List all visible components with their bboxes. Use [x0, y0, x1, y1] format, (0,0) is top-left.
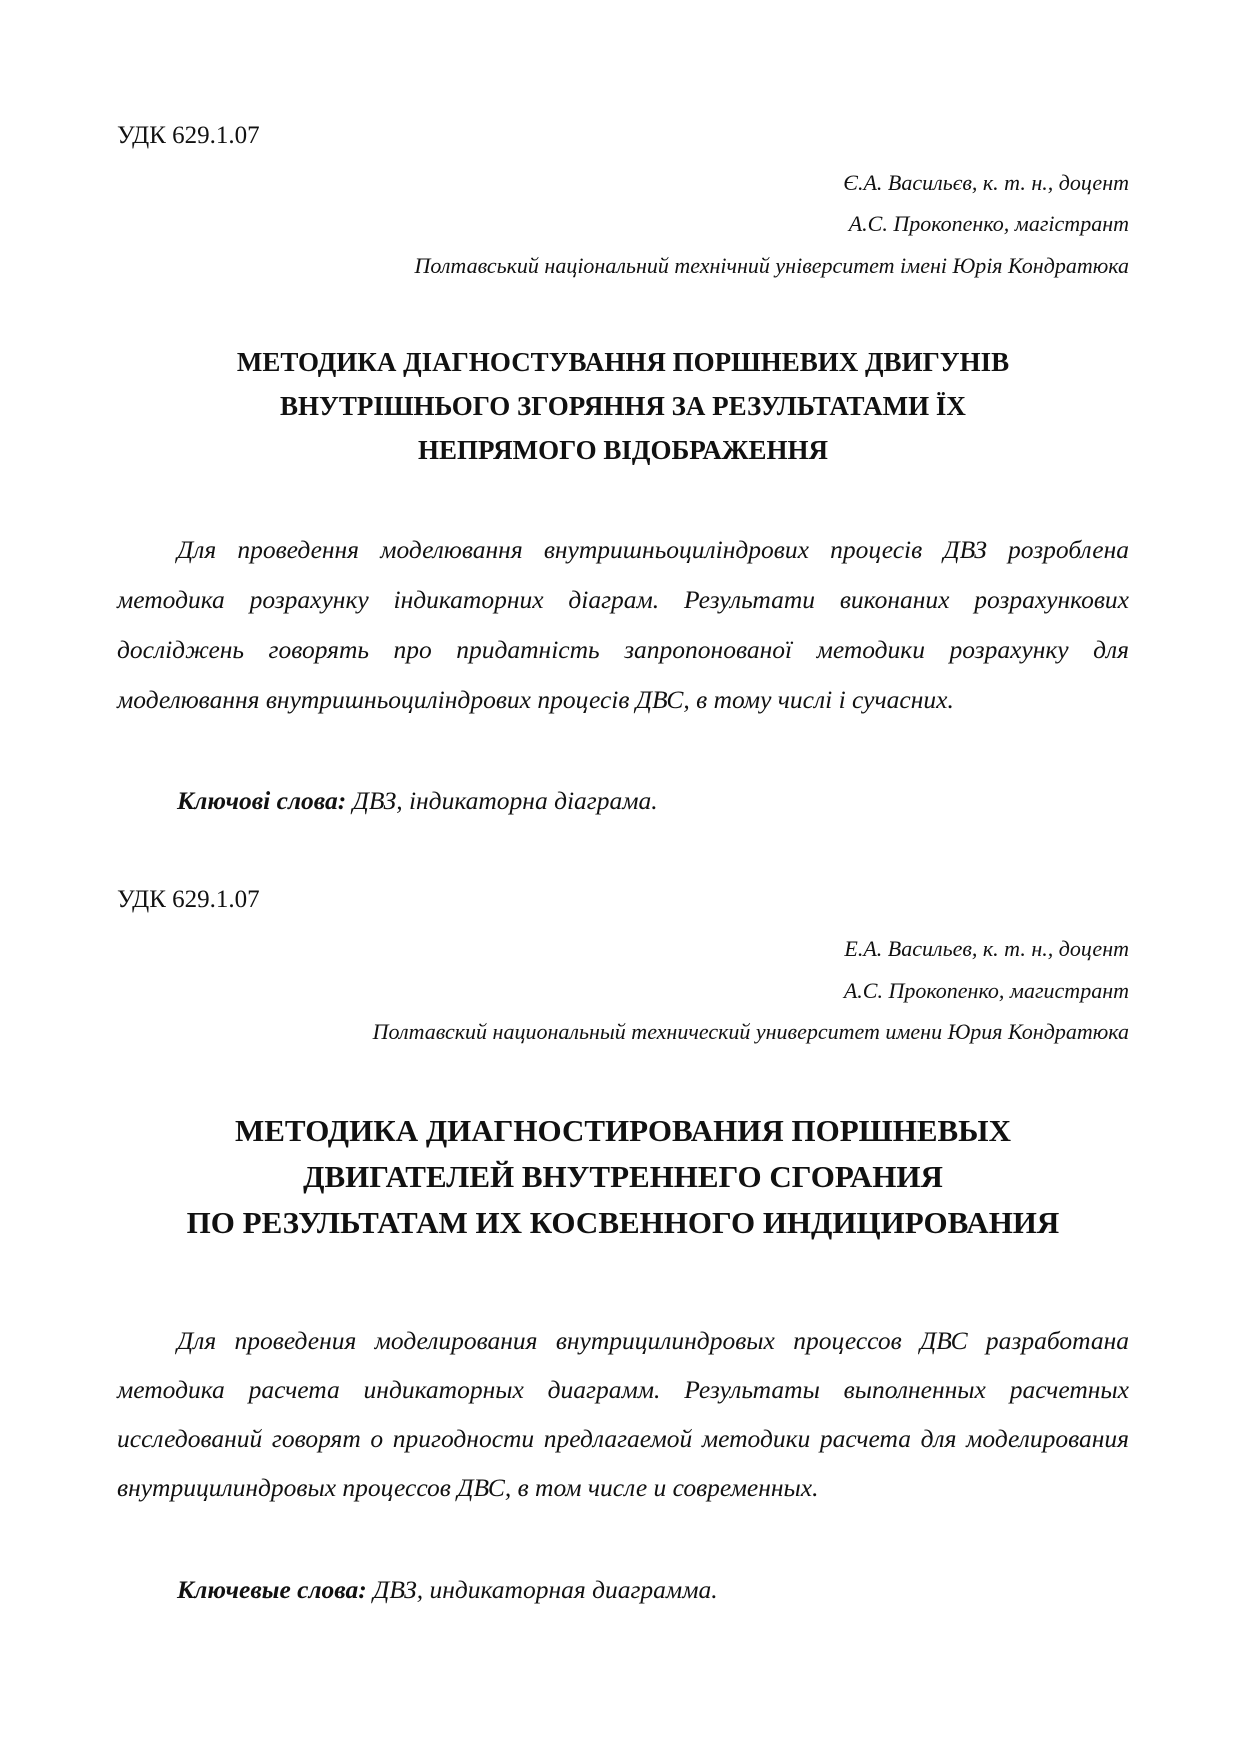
document-page	[117, 0, 1129, 1754]
title-line: ВНУТРІШНЬОГО ЗГОРЯННЯ ЗА РЕЗУЛЬТАТАМИ ЇХ	[280, 391, 966, 421]
title-line: МЕТОДИКА ДИАГНОСТИРОВАНИЯ ПОРШНЕВЫХ	[235, 1113, 1011, 1148]
title-line: МЕТОДИКА ДІАГНОСТУВАННЯ ПОРШНЕВИХ ДВИГУНІВ	[236, 347, 1010, 377]
paper-title	[117, 340, 1129, 472]
keywords-text: ДВЗ, индикаторная диаграмма.	[366, 1575, 718, 1604]
title-line: ДВИГАТЕЛЕЙ ВНУТРЕННЕГО СГОРАНИЯ	[303, 1159, 943, 1194]
author-line: А.С. Прокопенко, магистрант	[843, 978, 1129, 1003]
paper-title	[117, 1108, 1129, 1246]
keywords-label: Ключевые слова:	[177, 1575, 367, 1604]
udk-code: УДК 629.1.07	[117, 122, 260, 149]
keywords-line	[117, 788, 1189, 814]
abstract-paragraph: Для проведения моделирования внутрицилиндровых процессов ДВС разработана методика расчета индикаторных диаграмм. Результаты выполненных расчетных исследований говорят о пригодности предлагаемой методики расчета для моделирования внутрицилиндровых процессов ДВС, в том числе и современных.	[117, 1326, 1129, 1502]
author-line: А.С. Прокопенко, магістрант	[848, 211, 1129, 236]
affiliation: Полтавський національний технічний університет імені Юрія Кондратюка	[414, 253, 1129, 278]
keywords-text: ДВЗ, індикаторна діаграма.	[346, 786, 658, 815]
author-line: Є.А. Васильєв, к. т. н., доцент	[843, 170, 1129, 195]
affiliation: Полтавский национальный технический университет имени Юрия Кондратюка	[372, 1019, 1129, 1044]
title-line: НЕПРЯМОГО ВІДОБРАЖЕННЯ	[417, 435, 829, 465]
title-line: ПО РЕЗУЛЬТАТАМ ИХ КОСВЕННОГО ИНДИЦИРОВАНИЯ	[186, 1205, 1060, 1240]
keywords-label: Ключові слова:	[177, 786, 347, 815]
author-line: Е.А. Васильев, к. т. н., доцент	[844, 936, 1129, 961]
keywords-line	[117, 1577, 1189, 1603]
abstract-paragraph: Для проведення моделювання внутришньоциліндрових процесів ДВЗ розроблена методика розрахунку індикаторних діаграм. Результати виконаних розрахункових досліджень говорять про придатність запропонованої методики розрахунку для моделювання внутришньоциліндрових процесів ДВС, в тому числі і сучасних.	[117, 535, 1129, 714]
udk-code: УДК 629.1.07	[117, 886, 260, 913]
